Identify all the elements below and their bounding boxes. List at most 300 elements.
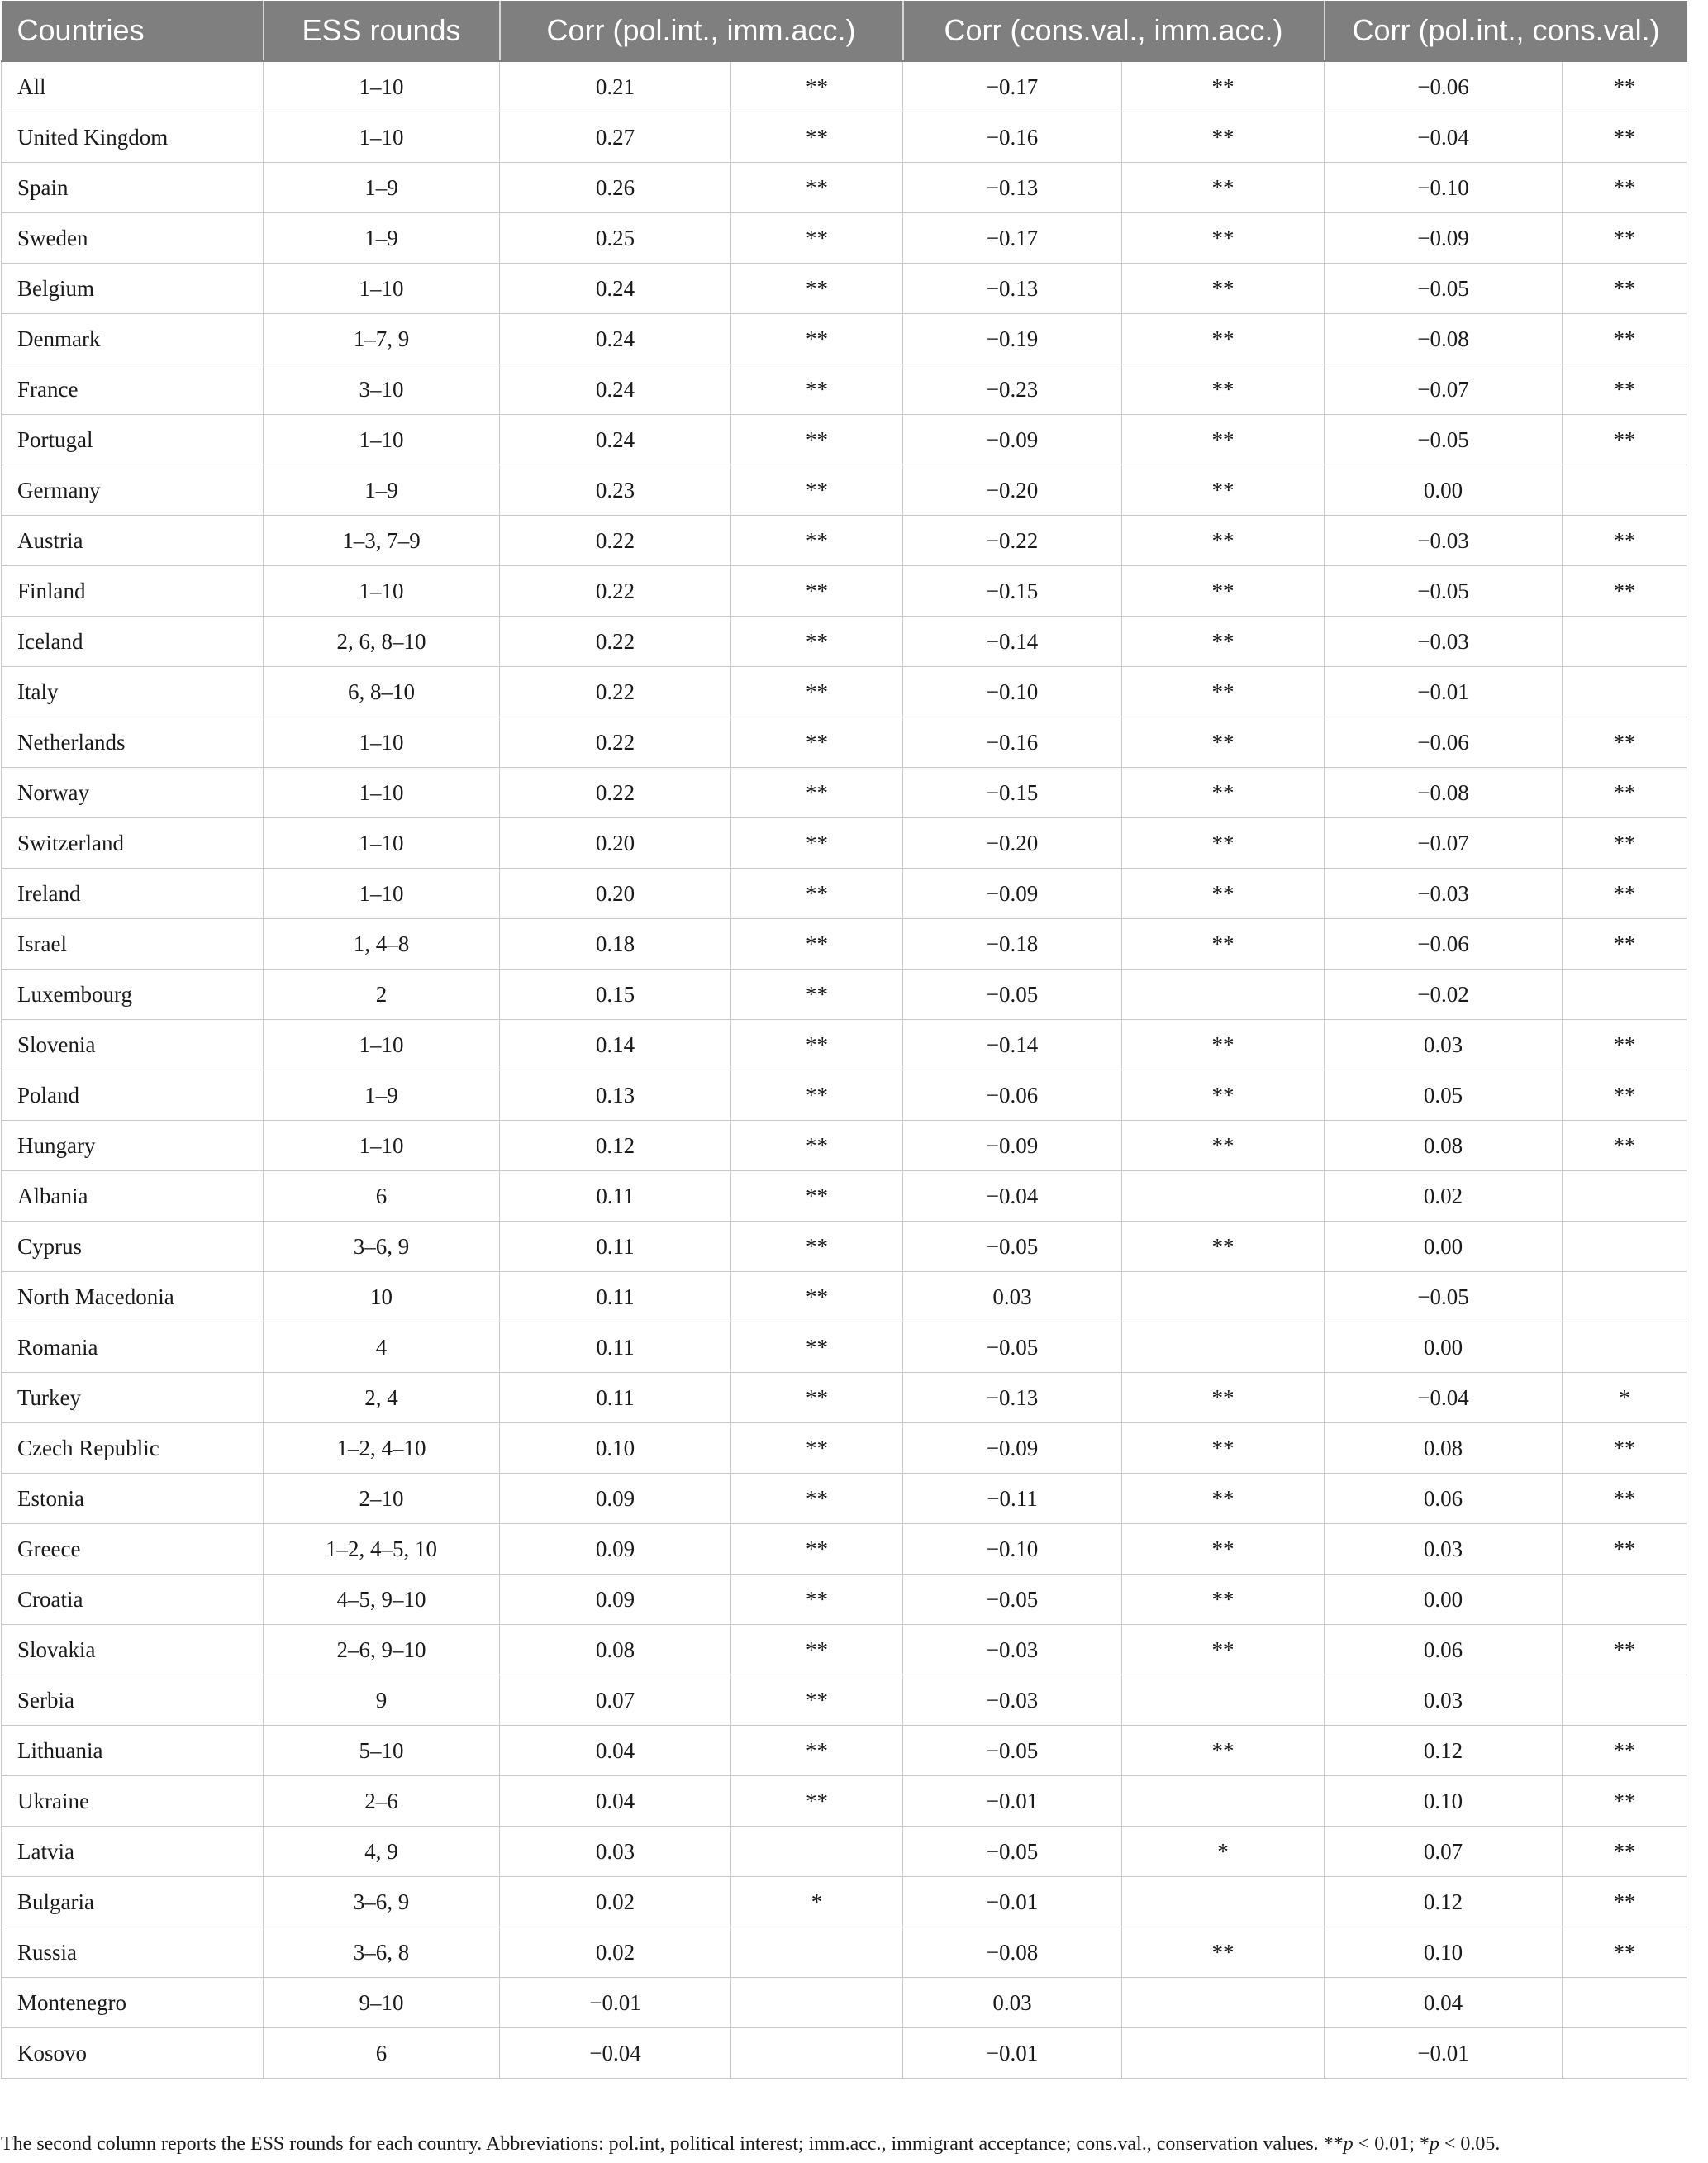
- ess-rounds-cell: 1–10: [264, 1020, 500, 1070]
- country-cell: Serbia: [2, 1675, 264, 1726]
- corr-consval-immacc-cell: −0.09: [903, 415, 1122, 465]
- ess-rounds-cell: 1–9: [264, 1070, 500, 1121]
- ess-rounds-cell: 1–10: [264, 61, 500, 112]
- corr-consval-immacc-cell: −0.15: [903, 768, 1122, 818]
- ess-rounds-cell: 1–7, 9: [264, 314, 500, 364]
- sig-polint-consval-cell: **: [1563, 818, 1687, 869]
- sig-polint-consval-cell: [1563, 1978, 1687, 2028]
- sig-polint-consval-cell: **: [1563, 1020, 1687, 1070]
- sig-polint-consval-cell: **: [1563, 768, 1687, 818]
- table-row: [2, 566, 1687, 617]
- table-row: [2, 1423, 1687, 1474]
- ess-rounds-cell: 10: [264, 1272, 500, 1322]
- corr-consval-immacc-cell: 0.03: [903, 1978, 1122, 2028]
- sig-consval-immacc-cell: **: [1122, 717, 1325, 768]
- table-row: [2, 1272, 1687, 1322]
- sig-polint-immacc-cell: **: [731, 1474, 903, 1524]
- table-row: [2, 61, 1687, 112]
- sig-consval-immacc-cell: *: [1122, 1827, 1325, 1877]
- sig-polint-immacc-cell: [731, 2028, 903, 2079]
- corr-polint-consval-cell: 0.10: [1325, 1776, 1563, 1827]
- corr-polint-immacc-cell: 0.27: [500, 112, 731, 163]
- sig-polint-consval-cell: **: [1563, 163, 1687, 213]
- corr-polint-immacc-cell: 0.24: [500, 314, 731, 364]
- corr-polint-consval-cell: 0.00: [1325, 1575, 1563, 1625]
- country-cell: Lithuania: [2, 1726, 264, 1776]
- country-cell: Turkey: [2, 1373, 264, 1423]
- sig-consval-immacc-cell: **: [1122, 314, 1325, 364]
- sig-polint-immacc-cell: **: [731, 1575, 903, 1625]
- table-row: [2, 1675, 1687, 1726]
- corr-polint-immacc-cell: 0.24: [500, 415, 731, 465]
- table-row: [2, 2028, 1687, 2079]
- sig-polint-consval-cell: [1563, 1675, 1687, 1726]
- sig-polint-consval-cell: **: [1563, 1423, 1687, 1474]
- table-row: [2, 1524, 1687, 1575]
- corr-consval-immacc-cell: −0.20: [903, 465, 1122, 516]
- corr-consval-immacc-cell: −0.05: [903, 1322, 1122, 1373]
- ess-rounds-cell: 6: [264, 2028, 500, 2079]
- corr-polint-immacc-cell: 0.22: [500, 768, 731, 818]
- sig-polint-immacc-cell: [731, 1927, 903, 1978]
- sig-polint-immacc-cell: **: [731, 818, 903, 869]
- sig-consval-immacc-cell: **: [1122, 264, 1325, 314]
- ess-rounds-cell: 3–6, 9: [264, 1877, 500, 1927]
- ess-rounds-cell: 4, 9: [264, 1827, 500, 1877]
- sig-polint-consval-cell: **: [1563, 314, 1687, 364]
- corr-consval-immacc-cell: −0.20: [903, 818, 1122, 869]
- sig-polint-immacc-cell: **: [731, 364, 903, 415]
- corr-polint-consval-cell: −0.03: [1325, 617, 1563, 667]
- corr-polint-immacc-cell: 0.14: [500, 1020, 731, 1070]
- ess-rounds-cell: 4: [264, 1322, 500, 1373]
- corr-polint-immacc-cell: 0.22: [500, 566, 731, 617]
- country-cell: Russia: [2, 1927, 264, 1978]
- corr-polint-consval-cell: 0.02: [1325, 1171, 1563, 1222]
- table-row: [2, 163, 1687, 213]
- corr-polint-consval-cell: −0.05: [1325, 566, 1563, 617]
- country-cell: Greece: [2, 1524, 264, 1575]
- table-row: [2, 869, 1687, 919]
- corr-polint-immacc-cell: 0.18: [500, 919, 731, 970]
- ess-rounds-cell: 9–10: [264, 1978, 500, 2028]
- sig-polint-immacc-cell: **: [731, 1020, 903, 1070]
- country-cell: North Macedonia: [2, 1272, 264, 1322]
- corr-consval-immacc-cell: −0.06: [903, 1070, 1122, 1121]
- corr-consval-immacc-cell: −0.15: [903, 566, 1122, 617]
- table-row: [2, 617, 1687, 667]
- country-cell: Belgium: [2, 264, 264, 314]
- corr-polint-consval-cell: 0.00: [1325, 465, 1563, 516]
- country-cell: Cyprus: [2, 1222, 264, 1272]
- header-corr-polint-immacc: Corr (pol.int., imm.acc.): [500, 1, 903, 61]
- sig-polint-consval-cell: **: [1563, 264, 1687, 314]
- country-cell: Israel: [2, 919, 264, 970]
- table-row: [2, 364, 1687, 415]
- sig-consval-immacc-cell: [1122, 1171, 1325, 1222]
- corr-polint-immacc-cell: −0.04: [500, 2028, 731, 2079]
- ess-rounds-cell: 2, 6, 8–10: [264, 617, 500, 667]
- corr-consval-immacc-cell: −0.11: [903, 1474, 1122, 1524]
- corr-consval-immacc-cell: −0.17: [903, 213, 1122, 264]
- corr-consval-immacc-cell: −0.01: [903, 1877, 1122, 1927]
- ess-rounds-cell: 1–10: [264, 1121, 500, 1171]
- corr-polint-immacc-cell: 0.11: [500, 1222, 731, 1272]
- corr-polint-immacc-cell: 0.02: [500, 1877, 731, 1927]
- corr-consval-immacc-cell: −0.16: [903, 112, 1122, 163]
- country-cell: Portugal: [2, 415, 264, 465]
- corr-polint-consval-cell: 0.04: [1325, 1978, 1563, 2028]
- corr-consval-immacc-cell: −0.23: [903, 364, 1122, 415]
- corr-polint-immacc-cell: 0.08: [500, 1625, 731, 1675]
- sig-polint-immacc-cell: **: [731, 869, 903, 919]
- country-cell: Croatia: [2, 1575, 264, 1625]
- footnote-end: < 0.05.: [1439, 2133, 1501, 2155]
- sig-polint-immacc-cell: **: [731, 1322, 903, 1373]
- corr-polint-consval-cell: −0.08: [1325, 768, 1563, 818]
- footnote-mid: < 0.01; *: [1353, 2133, 1430, 2155]
- sig-polint-consval-cell: [1563, 667, 1687, 717]
- corr-polint-consval-cell: −0.06: [1325, 717, 1563, 768]
- sig-consval-immacc-cell: **: [1122, 1524, 1325, 1575]
- sig-polint-immacc-cell: **: [731, 314, 903, 364]
- sig-polint-immacc-cell: **: [731, 768, 903, 818]
- corr-polint-immacc-cell: 0.09: [500, 1524, 731, 1575]
- sig-polint-consval-cell: [1563, 2028, 1687, 2079]
- corr-consval-immacc-cell: −0.13: [903, 1373, 1122, 1423]
- table-row: [2, 1171, 1687, 1222]
- country-cell: All: [2, 61, 264, 112]
- corr-consval-immacc-cell: −0.14: [903, 1020, 1122, 1070]
- country-cell: Kosovo: [2, 2028, 264, 2079]
- sig-polint-consval-cell: **: [1563, 919, 1687, 970]
- table-row: [2, 970, 1687, 1020]
- country-cell: Slovakia: [2, 1625, 264, 1675]
- corr-consval-immacc-cell: −0.10: [903, 667, 1122, 717]
- table-row: [2, 213, 1687, 264]
- corr-polint-consval-cell: −0.03: [1325, 516, 1563, 566]
- ess-rounds-cell: 1–10: [264, 566, 500, 617]
- corr-consval-immacc-cell: −0.09: [903, 1121, 1122, 1171]
- corr-polint-consval-cell: 0.00: [1325, 1322, 1563, 1373]
- table-row: [2, 1474, 1687, 1524]
- footnote-text: The second column reports the ESS rounds for each country. Abbreviations: pol.int, political interest; imm.acc., immigrant acceptance; cons.val., conservation values. **: [1, 2133, 1344, 2155]
- corr-polint-consval-cell: 0.12: [1325, 1726, 1563, 1776]
- ess-rounds-cell: 5–10: [264, 1726, 500, 1776]
- corr-polint-consval-cell: −0.08: [1325, 314, 1563, 364]
- sig-polint-consval-cell: **: [1563, 1776, 1687, 1827]
- table-row: [2, 1978, 1687, 2028]
- ess-rounds-cell: 6, 8–10: [264, 667, 500, 717]
- corr-polint-consval-cell: −0.04: [1325, 1373, 1563, 1423]
- ess-rounds-cell: 1–10: [264, 717, 500, 768]
- sig-polint-consval-cell: **: [1563, 1827, 1687, 1877]
- corr-polint-consval-cell: 0.00: [1325, 1222, 1563, 1272]
- ess-rounds-cell: 1–9: [264, 213, 500, 264]
- sig-consval-immacc-cell: **: [1122, 667, 1325, 717]
- sig-polint-consval-cell: [1563, 465, 1687, 516]
- corr-polint-immacc-cell: 0.24: [500, 364, 731, 415]
- sig-consval-immacc-cell: **: [1122, 1121, 1325, 1171]
- footnote-p-symbol-1: p: [1343, 2133, 1354, 2155]
- sig-polint-consval-cell: **: [1563, 516, 1687, 566]
- corr-consval-immacc-cell: −0.05: [903, 1827, 1122, 1877]
- table-row: [2, 1776, 1687, 1827]
- corr-polint-consval-cell: 0.08: [1325, 1423, 1563, 1474]
- corr-polint-consval-cell: −0.02: [1325, 970, 1563, 1020]
- ess-rounds-cell: 1, 4–8: [264, 919, 500, 970]
- sig-polint-consval-cell: **: [1563, 566, 1687, 617]
- corr-polint-consval-cell: −0.05: [1325, 1272, 1563, 1322]
- corr-polint-immacc-cell: 0.04: [500, 1776, 731, 1827]
- country-cell: Hungary: [2, 1121, 264, 1171]
- country-cell: Ireland: [2, 869, 264, 919]
- sig-consval-immacc-cell: **: [1122, 869, 1325, 919]
- sig-polint-consval-cell: **: [1563, 717, 1687, 768]
- sig-polint-consval-cell: **: [1563, 1927, 1687, 1978]
- table-row: [2, 768, 1687, 818]
- sig-consval-immacc-cell: [1122, 1978, 1325, 2028]
- sig-polint-immacc-cell: [731, 1827, 903, 1877]
- country-cell: Luxembourg: [2, 970, 264, 1020]
- corr-polint-consval-cell: 0.03: [1325, 1020, 1563, 1070]
- table-row: [2, 415, 1687, 465]
- corr-polint-immacc-cell: 0.04: [500, 1726, 731, 1776]
- corr-consval-immacc-cell: −0.16: [903, 717, 1122, 768]
- ess-rounds-cell: 1–10: [264, 112, 500, 163]
- country-cell: Germany: [2, 465, 264, 516]
- corr-consval-immacc-cell: −0.19: [903, 314, 1122, 364]
- sig-consval-immacc-cell: **: [1122, 163, 1325, 213]
- sig-consval-immacc-cell: **: [1122, 1575, 1325, 1625]
- sig-polint-consval-cell: *: [1563, 1373, 1687, 1423]
- sig-polint-consval-cell: **: [1563, 415, 1687, 465]
- sig-polint-immacc-cell: **: [731, 1171, 903, 1222]
- sig-polint-consval-cell: **: [1563, 1524, 1687, 1575]
- ess-rounds-cell: 1–2, 4–10: [264, 1423, 500, 1474]
- country-cell: Spain: [2, 163, 264, 213]
- corr-polint-immacc-cell: 0.02: [500, 1927, 731, 1978]
- corr-consval-immacc-cell: −0.03: [903, 1625, 1122, 1675]
- sig-consval-immacc-cell: **: [1122, 364, 1325, 415]
- header-countries: Countries: [2, 1, 264, 61]
- country-cell: Netherlands: [2, 717, 264, 768]
- country-cell: Ukraine: [2, 1776, 264, 1827]
- sig-polint-consval-cell: **: [1563, 869, 1687, 919]
- corr-polint-consval-cell: −0.07: [1325, 364, 1563, 415]
- corr-polint-consval-cell: −0.01: [1325, 667, 1563, 717]
- sig-consval-immacc-cell: [1122, 1877, 1325, 1927]
- sig-consval-immacc-cell: **: [1122, 61, 1325, 112]
- sig-polint-consval-cell: **: [1563, 1877, 1687, 1927]
- sig-polint-immacc-cell: **: [731, 1373, 903, 1423]
- sig-consval-immacc-cell: **: [1122, 566, 1325, 617]
- corr-consval-immacc-cell: −0.05: [903, 1575, 1122, 1625]
- country-cell: Slovenia: [2, 1020, 264, 1070]
- sig-polint-immacc-cell: **: [731, 970, 903, 1020]
- corr-polint-immacc-cell: 0.07: [500, 1675, 731, 1726]
- ess-rounds-cell: 9: [264, 1675, 500, 1726]
- sig-consval-immacc-cell: **: [1122, 1726, 1325, 1776]
- corr-consval-immacc-cell: −0.14: [903, 617, 1122, 667]
- corr-polint-immacc-cell: 0.11: [500, 1373, 731, 1423]
- table-row: [2, 1020, 1687, 1070]
- corr-polint-immacc-cell: 0.09: [500, 1474, 731, 1524]
- country-cell: Romania: [2, 1322, 264, 1373]
- header-corr-consval-immacc: Corr (cons.val., imm.acc.): [903, 1, 1325, 61]
- ess-rounds-cell: 4–5, 9–10: [264, 1575, 500, 1625]
- corr-consval-immacc-cell: −0.17: [903, 61, 1122, 112]
- corr-polint-immacc-cell: 0.10: [500, 1423, 731, 1474]
- sig-consval-immacc-cell: **: [1122, 1070, 1325, 1121]
- sig-consval-immacc-cell: [1122, 1272, 1325, 1322]
- sig-polint-consval-cell: **: [1563, 1121, 1687, 1171]
- corr-polint-immacc-cell: 0.20: [500, 869, 731, 919]
- sig-polint-immacc-cell: **: [731, 919, 903, 970]
- corr-polint-consval-cell: 0.03: [1325, 1675, 1563, 1726]
- table-row: [2, 1877, 1687, 1927]
- table-row: [2, 1070, 1687, 1121]
- sig-polint-consval-cell: **: [1563, 61, 1687, 112]
- corr-polint-immacc-cell: 0.22: [500, 516, 731, 566]
- corr-polint-immacc-cell: 0.11: [500, 1171, 731, 1222]
- table-row: [2, 264, 1687, 314]
- corr-consval-immacc-cell: −0.05: [903, 1222, 1122, 1272]
- table-row: [2, 1575, 1687, 1625]
- ess-rounds-cell: 3–6, 9: [264, 1222, 500, 1272]
- sig-consval-immacc-cell: **: [1122, 919, 1325, 970]
- sig-polint-immacc-cell: **: [731, 1070, 903, 1121]
- table-row: [2, 1827, 1687, 1877]
- corr-polint-consval-cell: 0.07: [1325, 1827, 1563, 1877]
- sig-polint-consval-cell: [1563, 1322, 1687, 1373]
- ess-rounds-cell: 1–10: [264, 818, 500, 869]
- corr-polint-immacc-cell: 0.12: [500, 1121, 731, 1171]
- sig-polint-consval-cell: [1563, 1272, 1687, 1322]
- corr-polint-immacc-cell: 0.15: [500, 970, 731, 1020]
- sig-polint-consval-cell: **: [1563, 364, 1687, 415]
- table-row: [2, 1222, 1687, 1272]
- corr-polint-immacc-cell: 0.26: [500, 163, 731, 213]
- corr-polint-consval-cell: 0.03: [1325, 1524, 1563, 1575]
- sig-polint-consval-cell: [1563, 617, 1687, 667]
- sig-polint-consval-cell: [1563, 970, 1687, 1020]
- sig-polint-immacc-cell: **: [731, 264, 903, 314]
- table-row: [2, 667, 1687, 717]
- sig-polint-immacc-cell: **: [731, 1272, 903, 1322]
- corr-polint-immacc-cell: 0.20: [500, 818, 731, 869]
- header-row: [2, 1, 1687, 61]
- sig-polint-immacc-cell: **: [731, 213, 903, 264]
- corr-consval-immacc-cell: 0.03: [903, 1272, 1122, 1322]
- corr-polint-immacc-cell: 0.22: [500, 717, 731, 768]
- sig-polint-consval-cell: [1563, 1222, 1687, 1272]
- country-cell: Denmark: [2, 314, 264, 364]
- sig-consval-immacc-cell: **: [1122, 1927, 1325, 1978]
- sig-consval-immacc-cell: **: [1122, 1423, 1325, 1474]
- corr-polint-immacc-cell: 0.11: [500, 1322, 731, 1373]
- corr-polint-consval-cell: −0.07: [1325, 818, 1563, 869]
- footnote-p-symbol-2: p: [1429, 2133, 1439, 2155]
- sig-polint-consval-cell: **: [1563, 1474, 1687, 1524]
- header-ess-rounds: ESS rounds: [264, 1, 500, 61]
- sig-polint-consval-cell: [1563, 1575, 1687, 1625]
- corr-polint-consval-cell: −0.06: [1325, 919, 1563, 970]
- corr-polint-consval-cell: 0.12: [1325, 1877, 1563, 1927]
- corr-polint-immacc-cell: 0.13: [500, 1070, 731, 1121]
- country-cell: Czech Republic: [2, 1423, 264, 1474]
- corr-polint-immacc-cell: 0.11: [500, 1272, 731, 1322]
- sig-polint-immacc-cell: **: [731, 1776, 903, 1827]
- sig-polint-immacc-cell: **: [731, 415, 903, 465]
- ess-rounds-cell: 2–10: [264, 1474, 500, 1524]
- corr-polint-consval-cell: 0.06: [1325, 1474, 1563, 1524]
- table-footnote: [1, 2133, 1500, 2156]
- ess-rounds-cell: 1–10: [264, 415, 500, 465]
- corr-consval-immacc-cell: −0.18: [903, 919, 1122, 970]
- table-row: [2, 314, 1687, 364]
- sig-polint-immacc-cell: **: [731, 1222, 903, 1272]
- sig-polint-consval-cell: **: [1563, 1070, 1687, 1121]
- ess-rounds-cell: 3–6, 8: [264, 1927, 500, 1978]
- corr-polint-immacc-cell: 0.21: [500, 61, 731, 112]
- corr-consval-immacc-cell: −0.05: [903, 1726, 1122, 1776]
- ess-rounds-cell: 1–10: [264, 768, 500, 818]
- corr-polint-consval-cell: 0.05: [1325, 1070, 1563, 1121]
- corr-consval-immacc-cell: −0.13: [903, 264, 1122, 314]
- table-row: [2, 1625, 1687, 1675]
- corr-polint-immacc-cell: 0.09: [500, 1575, 731, 1625]
- sig-polint-consval-cell: [1563, 1171, 1687, 1222]
- country-cell: Latvia: [2, 1827, 264, 1877]
- sig-consval-immacc-cell: **: [1122, 1373, 1325, 1423]
- corr-polint-consval-cell: −0.05: [1325, 264, 1563, 314]
- corr-polint-immacc-cell: 0.23: [500, 465, 731, 516]
- table-row: [2, 1927, 1687, 1978]
- table-row: [2, 465, 1687, 516]
- country-cell: Austria: [2, 516, 264, 566]
- corr-polint-consval-cell: −0.03: [1325, 869, 1563, 919]
- corr-polint-immacc-cell: −0.01: [500, 1978, 731, 2028]
- sig-consval-immacc-cell: **: [1122, 112, 1325, 163]
- sig-polint-immacc-cell: **: [731, 61, 903, 112]
- table-row: [2, 1726, 1687, 1776]
- country-cell: Bulgaria: [2, 1877, 264, 1927]
- ess-rounds-cell: 2–6, 9–10: [264, 1625, 500, 1675]
- correlation-table: [1, 1, 1687, 2079]
- ess-rounds-cell: 1–3, 7–9: [264, 516, 500, 566]
- country-cell: United Kingdom: [2, 112, 264, 163]
- country-cell: Poland: [2, 1070, 264, 1121]
- sig-polint-immacc-cell: **: [731, 617, 903, 667]
- sig-polint-immacc-cell: [731, 1978, 903, 2028]
- sig-consval-immacc-cell: **: [1122, 1625, 1325, 1675]
- sig-consval-immacc-cell: [1122, 1675, 1325, 1726]
- sig-polint-immacc-cell: **: [731, 1121, 903, 1171]
- sig-polint-consval-cell: **: [1563, 213, 1687, 264]
- country-cell: Switzerland: [2, 818, 264, 869]
- sig-polint-immacc-cell: *: [731, 1877, 903, 1927]
- ess-rounds-cell: 2–6: [264, 1776, 500, 1827]
- sig-consval-immacc-cell: [1122, 1776, 1325, 1827]
- ess-rounds-cell: 1–9: [264, 465, 500, 516]
- sig-consval-immacc-cell: **: [1122, 617, 1325, 667]
- sig-polint-immacc-cell: **: [731, 1423, 903, 1474]
- sig-polint-immacc-cell: **: [731, 465, 903, 516]
- corr-polint-consval-cell: −0.05: [1325, 415, 1563, 465]
- ess-rounds-cell: 2: [264, 970, 500, 1020]
- table-row: [2, 1121, 1687, 1171]
